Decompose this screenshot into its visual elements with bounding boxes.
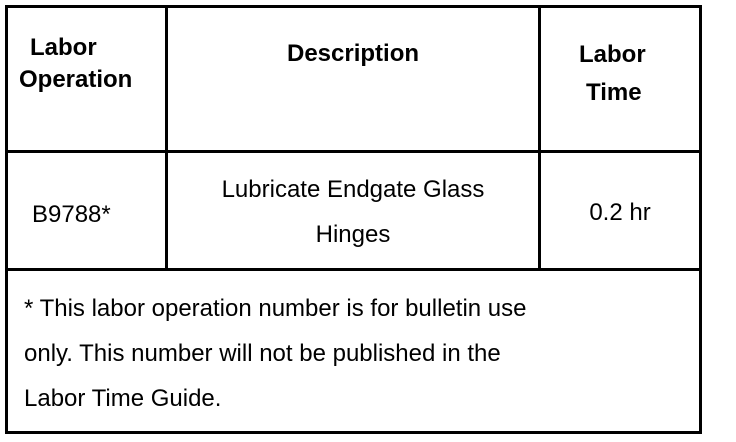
header-labor-time (540, 7, 701, 152)
cell-labor-time: 0.2 hr (540, 152, 701, 270)
footnote-cell (7, 270, 701, 433)
cell-description-line1: Lubricate Endgate Glass (221, 175, 485, 203)
footnote-line2: only. This number will not be published in the (24, 340, 501, 367)
header-description: Description (167, 7, 540, 152)
header-labor-operation-line2: Operation (19, 66, 133, 93)
table-row (7, 152, 701, 270)
cell-description (167, 152, 540, 270)
labor-operation-table (5, 5, 702, 434)
table-header-row (7, 7, 701, 152)
footnote-row (7, 270, 701, 433)
footnote-line3: Labor Time Guide. (24, 385, 222, 412)
header-labor-time-line2: Time (586, 79, 642, 106)
cell-description-line2: Hinges (315, 220, 391, 248)
footnote-line1: * This labor operation number is for bulletin use (24, 295, 527, 322)
header-labor-operation-line1: Labor (30, 34, 97, 61)
header-labor-operation (7, 7, 167, 152)
header-labor-time-line1: Labor (579, 41, 646, 68)
cell-labor-operation: B9788* (7, 152, 167, 270)
